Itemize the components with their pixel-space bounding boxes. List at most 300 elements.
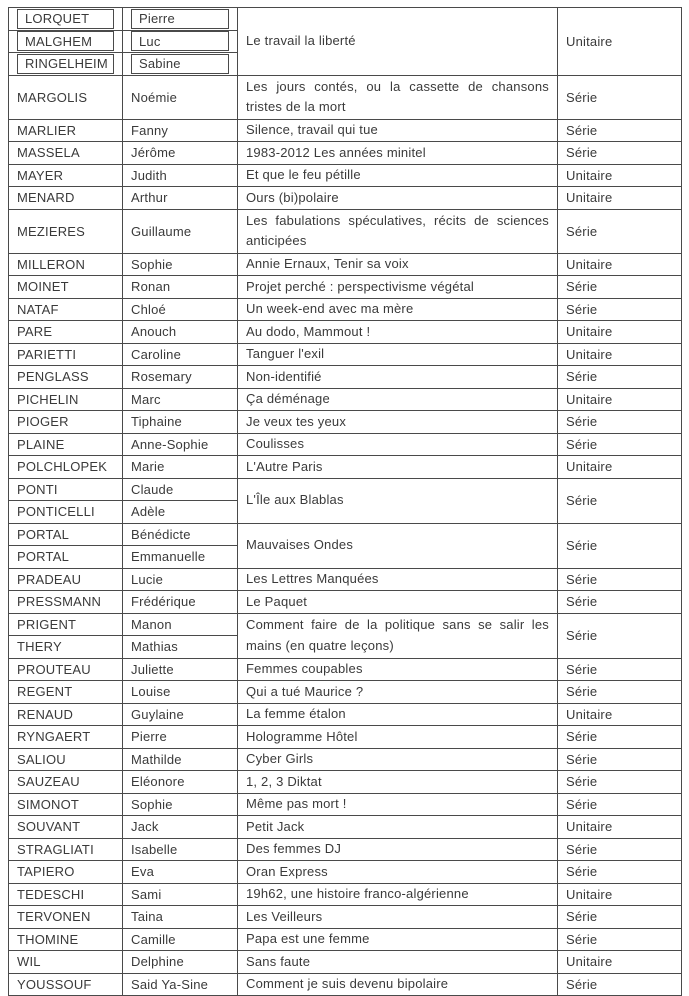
- program-title-text: Annie Ernaux, Tenir sa voix: [246, 256, 409, 272]
- last-name-cell: [9, 838, 123, 861]
- first-name-cell: [123, 793, 238, 816]
- table-row: [9, 523, 682, 546]
- last-name-cell: [9, 658, 123, 681]
- last-name-cell: [9, 501, 123, 524]
- first-name-text: Sami: [131, 886, 162, 902]
- first-name-cell: [123, 591, 238, 614]
- first-name-text: Marie: [131, 459, 165, 475]
- first-name-text: Taina: [131, 909, 164, 925]
- program-title-text: Et que le feu pétille: [246, 167, 361, 183]
- first-name-cell: [123, 883, 238, 906]
- last-name-cell: [9, 591, 123, 614]
- program-title-text: Je veux tes yeux: [246, 413, 347, 429]
- table-row: [9, 321, 682, 344]
- program-title-text: Oran Express: [246, 863, 328, 879]
- first-name-text: Eléonore: [131, 774, 185, 790]
- program-type-text: Série: [566, 571, 598, 587]
- program-type-cell: [558, 8, 682, 76]
- last-name-text: PENGLASS: [17, 369, 89, 385]
- first-name-cell: [123, 433, 238, 456]
- last-name-cell: [9, 209, 123, 253]
- table-row: [9, 928, 682, 951]
- first-name-cell: [123, 568, 238, 591]
- last-name-text: PARE: [17, 324, 53, 340]
- first-name-cell: [123, 298, 238, 321]
- program-title-text: Non-identifié: [246, 368, 322, 384]
- program-type-text: Série: [566, 493, 598, 508]
- program-type-text: Unitaire: [566, 706, 613, 722]
- table-row: [9, 793, 682, 816]
- program-title-cell: [238, 861, 558, 884]
- program-title-cell: [238, 433, 558, 456]
- last-name-cell: [9, 793, 123, 816]
- last-name-cell: [9, 75, 123, 119]
- program-type-text: Série: [566, 729, 598, 745]
- table-row: [9, 298, 682, 321]
- first-name-cell: [123, 658, 238, 681]
- first-name-cell: [123, 53, 238, 76]
- program-type-text: Série: [566, 976, 598, 992]
- table-row: [9, 343, 682, 366]
- program-type-cell: [558, 298, 682, 321]
- program-type-cell: [558, 613, 682, 658]
- last-name-text: POLCHLOPEK: [17, 459, 108, 475]
- program-title-text: Femmes coupables: [246, 661, 363, 677]
- program-title-cell: [238, 8, 558, 76]
- last-name-cell: [9, 861, 123, 884]
- program-type-text: Série: [566, 751, 598, 767]
- first-name-text: Sophie: [131, 796, 173, 812]
- last-name-cell: [9, 53, 123, 76]
- program-title-cell: [238, 726, 558, 749]
- program-type-text: Série: [566, 301, 598, 317]
- last-name-text: TAPIERO: [17, 864, 75, 880]
- program-title-text: 1983-2012 Les années minitel: [246, 144, 426, 160]
- program-type-cell: [558, 411, 682, 434]
- first-name-text: Delphine: [131, 954, 184, 970]
- program-title-text: Des femmes DJ: [246, 841, 342, 857]
- program-type-cell: [558, 591, 682, 614]
- program-title-cell: [238, 793, 558, 816]
- first-name-text: Louise: [131, 684, 171, 700]
- last-name-cell: [9, 928, 123, 951]
- last-name-text: TEDESCHI: [17, 886, 85, 902]
- last-name-cell: [9, 119, 123, 142]
- last-name-text: PROUTEAU: [17, 661, 91, 677]
- last-name-text: RINGELHEIM: [17, 54, 114, 74]
- program-title-text: Au dodo, Mammout !: [246, 323, 371, 339]
- program-title-cell: [238, 771, 558, 794]
- program-type-cell: [558, 75, 682, 119]
- last-name-cell: [9, 253, 123, 276]
- program-type-text: Unitaire: [566, 346, 613, 362]
- program-title-cell: [238, 366, 558, 389]
- program-title-text: 1, 2, 3 Diktat: [246, 773, 322, 789]
- last-name-text: MILLERON: [17, 256, 86, 272]
- first-name-text: Sophie: [131, 256, 173, 272]
- program-type-text: Série: [566, 628, 598, 643]
- program-title-text: Qui a tué Maurice ?: [246, 683, 364, 699]
- first-name-cell: [123, 456, 238, 479]
- program-type-cell: [558, 951, 682, 974]
- last-name-cell: [9, 726, 123, 749]
- last-name-text: TERVONEN: [17, 909, 91, 925]
- program-type-cell: [558, 928, 682, 951]
- first-name-text: Anne-Sophie: [131, 436, 209, 452]
- last-name-text: SALIOU: [17, 751, 66, 767]
- program-type-cell: [558, 276, 682, 299]
- first-name-cell: [123, 164, 238, 187]
- last-name-cell: [9, 343, 123, 366]
- last-name-text: MAYER: [17, 167, 64, 183]
- table-row: [9, 748, 682, 771]
- last-name-cell: [9, 187, 123, 210]
- program-type-text: Unitaire: [566, 190, 613, 206]
- program-title-cell: [238, 478, 558, 523]
- last-name-text: PONTI: [17, 481, 58, 497]
- program-title-cell: [238, 658, 558, 681]
- last-name-cell: [9, 164, 123, 187]
- last-name-cell: [9, 8, 123, 31]
- last-name-cell: [9, 142, 123, 165]
- table-row: [9, 568, 682, 591]
- first-name-cell: [123, 366, 238, 389]
- first-name-text: Frédérique: [131, 594, 196, 610]
- first-name-text: Arthur: [131, 190, 168, 206]
- first-name-cell: [123, 771, 238, 794]
- program-type-cell: [558, 681, 682, 704]
- program-type-text: Série: [566, 436, 598, 452]
- program-title-cell: [238, 928, 558, 951]
- last-name-cell: [9, 321, 123, 344]
- last-name-text: MARLIER: [17, 122, 77, 138]
- program-title-text: 19h62, une histoire franco-algérienne: [246, 886, 469, 902]
- last-name-text: LORQUET: [17, 9, 114, 29]
- first-name-text: Bénédicte: [131, 526, 191, 542]
- last-name-text: MALGHEM: [17, 31, 114, 51]
- first-name-text: Manon: [131, 616, 172, 632]
- last-name-text: MARGOLIS: [17, 89, 88, 105]
- last-name-text: PARIETTI: [17, 346, 77, 362]
- last-name-text: SIMONOT: [17, 796, 80, 812]
- program-type-cell: [558, 838, 682, 861]
- table-row: [9, 433, 682, 456]
- program-type-text: Série: [566, 414, 598, 430]
- first-name-cell: [123, 411, 238, 434]
- program-title-text: Petit Jack: [246, 818, 305, 834]
- program-title-text: Tanguer l'exil: [246, 346, 325, 362]
- program-type-text: Série: [566, 909, 598, 925]
- program-title-cell: [238, 613, 558, 658]
- last-name-text: PRESSMANN: [17, 594, 102, 610]
- last-name-cell: [9, 636, 123, 659]
- first-name-cell: [123, 816, 238, 839]
- first-name-text: Luc: [131, 31, 229, 51]
- last-name-text: SAUZEAU: [17, 774, 80, 790]
- table-row: [9, 613, 682, 636]
- table-row: [9, 658, 682, 681]
- table-row: [9, 411, 682, 434]
- program-title-cell: [238, 343, 558, 366]
- program-title-cell: [238, 838, 558, 861]
- program-title-cell: [238, 748, 558, 771]
- last-name-cell: [9, 748, 123, 771]
- last-name-text: NATAF: [17, 301, 59, 317]
- program-title-text: Mauvaises Ondes: [246, 537, 354, 553]
- last-name-text: MASSELA: [17, 145, 80, 161]
- last-name-text: MOINET: [17, 279, 69, 295]
- table-row: [9, 456, 682, 479]
- first-name-text: Pierre: [131, 9, 229, 29]
- first-name-cell: [123, 951, 238, 974]
- table-row: [9, 209, 682, 253]
- first-name-cell: [123, 546, 238, 569]
- table-row: [9, 838, 682, 861]
- first-name-text: Chloé: [131, 301, 166, 317]
- program-title-text: Coulisses: [246, 436, 305, 452]
- program-title-cell: [238, 253, 558, 276]
- last-name-cell: [9, 298, 123, 321]
- first-name-text: Noémie: [131, 89, 177, 105]
- first-name-text: Said Ya-Sine: [131, 976, 209, 992]
- table-row: [9, 771, 682, 794]
- table-row: [9, 478, 682, 501]
- first-name-cell: [123, 906, 238, 929]
- program-title-cell: [238, 119, 558, 142]
- first-name-text: Juliette: [131, 661, 174, 677]
- program-type-text: Série: [566, 931, 598, 947]
- first-name-cell: [123, 253, 238, 276]
- table-row: [9, 681, 682, 704]
- table-row: [9, 75, 682, 119]
- last-name-cell: [9, 703, 123, 726]
- program-type-text: Unitaire: [566, 256, 613, 272]
- program-type-text: Unitaire: [566, 391, 613, 407]
- program-type-text: Unitaire: [566, 954, 613, 970]
- last-name-text: PLAINE: [17, 436, 65, 452]
- program-title-text: Le Paquet: [246, 593, 308, 609]
- first-name-text: Guillaume: [131, 223, 192, 239]
- program-title-cell: [238, 523, 558, 568]
- program-title-cell: [238, 951, 558, 974]
- first-name-cell: [123, 187, 238, 210]
- first-name-cell: [123, 388, 238, 411]
- program-type-cell: [558, 816, 682, 839]
- first-name-text: Camille: [131, 931, 176, 947]
- program-title-cell: [238, 388, 558, 411]
- last-name-text: PIOGER: [17, 414, 69, 430]
- last-name-cell: [9, 681, 123, 704]
- last-name-text: PORTAL: [17, 549, 70, 565]
- program-title-text: Même pas mort !: [246, 796, 347, 812]
- program-title-cell: [238, 298, 558, 321]
- program-title-text: Projet perché : perspectivisme végétal: [246, 278, 474, 294]
- first-name-cell: [123, 748, 238, 771]
- program-title-cell: [238, 568, 558, 591]
- program-title-cell: [238, 276, 558, 299]
- program-title-cell: [238, 209, 558, 253]
- first-name-cell: [123, 343, 238, 366]
- first-name-text: Claude: [131, 481, 174, 497]
- program-title-cell: [238, 75, 558, 119]
- table-row: [9, 973, 682, 996]
- program-type-text: Série: [566, 145, 598, 161]
- program-title-cell: [238, 973, 558, 996]
- first-name-text: Mathilde: [131, 751, 182, 767]
- program-title-text: Silence, travail qui tue: [246, 122, 378, 138]
- last-name-cell: [9, 613, 123, 636]
- program-title-text: Ça déménage: [246, 391, 330, 407]
- table-row: [9, 703, 682, 726]
- first-name-cell: [123, 142, 238, 165]
- program-type-text: Série: [566, 594, 598, 610]
- last-name-text: THOMINE: [17, 931, 79, 947]
- last-name-cell: [9, 906, 123, 929]
- table-row: [9, 142, 682, 165]
- last-name-text: STRAGLIATI: [17, 841, 94, 857]
- first-name-cell: [123, 321, 238, 344]
- program-type-cell: [558, 973, 682, 996]
- table-row: [9, 883, 682, 906]
- program-type-text: Unitaire: [566, 459, 613, 475]
- first-name-text: Isabelle: [131, 841, 178, 857]
- program-title-cell: [238, 703, 558, 726]
- table-row: [9, 119, 682, 142]
- table-row: [9, 8, 682, 31]
- program-title-cell: [238, 816, 558, 839]
- program-type-text: Unitaire: [566, 886, 613, 902]
- first-name-cell: [123, 523, 238, 546]
- last-name-text: PORTAL: [17, 526, 70, 542]
- program-type-cell: [558, 726, 682, 749]
- program-type-text: Série: [566, 841, 598, 857]
- first-name-text: Marc: [131, 391, 161, 407]
- first-name-cell: [123, 30, 238, 53]
- table-row: [9, 366, 682, 389]
- last-name-cell: [9, 816, 123, 839]
- program-type-cell: [558, 119, 682, 142]
- last-name-cell: [9, 433, 123, 456]
- first-name-text: Mathias: [131, 639, 178, 655]
- first-name-text: Jérôme: [131, 145, 176, 161]
- program-type-cell: [558, 366, 682, 389]
- first-name-text: Sabine: [131, 54, 229, 74]
- program-type-cell: [558, 748, 682, 771]
- last-name-text: MEZIERES: [17, 223, 86, 239]
- program-title-cell: [238, 883, 558, 906]
- program-type-text: Série: [566, 864, 598, 880]
- program-type-text: Série: [566, 223, 598, 239]
- program-type-text: Série: [566, 661, 598, 677]
- first-name-text: Anouch: [131, 324, 177, 340]
- program-title-text: Ours (bi)polaire: [246, 189, 339, 205]
- program-type-cell: [558, 883, 682, 906]
- table-row: [9, 164, 682, 187]
- first-name-cell: [123, 726, 238, 749]
- program-title-text: Sans faute: [246, 953, 311, 969]
- program-type-text: Série: [566, 122, 598, 138]
- table-row: [9, 187, 682, 210]
- program-type-cell: [558, 703, 682, 726]
- program-type-cell: [558, 861, 682, 884]
- last-name-text: PRADEAU: [17, 571, 82, 587]
- program-type-text: Série: [566, 279, 598, 295]
- program-type-cell: [558, 771, 682, 794]
- program-title-cell: [238, 906, 558, 929]
- program-title-text: Les fabulations spéculatives, récits de sciences anticipées: [246, 212, 549, 248]
- program-type-text: Série: [566, 796, 598, 812]
- program-type-text: Unitaire: [566, 324, 613, 340]
- first-name-text: Rosemary: [131, 369, 192, 385]
- program-title-text: L'Autre Paris: [246, 458, 323, 474]
- program-title-cell: [238, 591, 558, 614]
- program-type-cell: [558, 793, 682, 816]
- last-name-cell: [9, 478, 123, 501]
- first-name-text: Fanny: [131, 122, 169, 138]
- first-name-cell: [123, 861, 238, 884]
- program-title-cell: [238, 187, 558, 210]
- first-name-cell: [123, 613, 238, 636]
- program-type-cell: [558, 343, 682, 366]
- first-name-cell: [123, 681, 238, 704]
- programs-table: [8, 7, 682, 996]
- program-type-cell: [558, 209, 682, 253]
- program-title-cell: [238, 164, 558, 187]
- last-name-text: RENAUD: [17, 706, 74, 722]
- program-title-cell: [238, 142, 558, 165]
- last-name-cell: [9, 276, 123, 299]
- program-title-text: Papa est une femme: [246, 931, 370, 947]
- table-row: [9, 861, 682, 884]
- first-name-cell: [123, 973, 238, 996]
- program-title-text: Les Lettres Manquées: [246, 571, 379, 587]
- last-name-text: MENARD: [17, 190, 75, 206]
- program-type-cell: [558, 142, 682, 165]
- program-type-cell: [558, 568, 682, 591]
- first-name-text: Adèle: [131, 504, 166, 520]
- first-name-cell: [123, 501, 238, 524]
- program-type-cell: [558, 187, 682, 210]
- table-row: [9, 816, 682, 839]
- first-name-cell: [123, 119, 238, 142]
- first-name-cell: [123, 75, 238, 119]
- program-type-text: Unitaire: [566, 33, 613, 49]
- program-title-cell: [238, 456, 558, 479]
- program-title-cell: [238, 411, 558, 434]
- last-name-text: PONTICELLI: [17, 504, 95, 520]
- program-type-text: Série: [566, 684, 598, 700]
- first-name-cell: [123, 276, 238, 299]
- program-title-text: Comment faire de la politique sans se salir les mains (en quatre leçons): [246, 617, 549, 653]
- program-type-cell: [558, 164, 682, 187]
- last-name-cell: [9, 568, 123, 591]
- program-title-cell: [238, 321, 558, 344]
- program-type-text: Unitaire: [566, 167, 613, 183]
- table-row: [9, 388, 682, 411]
- program-type-cell: [558, 253, 682, 276]
- last-name-text: THERY: [17, 639, 62, 655]
- first-name-text: Lucie: [131, 571, 164, 587]
- first-name-cell: [123, 703, 238, 726]
- first-name-cell: [123, 8, 238, 31]
- last-name-cell: [9, 456, 123, 479]
- first-name-cell: [123, 636, 238, 659]
- first-name-text: Pierre: [131, 729, 167, 745]
- first-name-text: Judith: [131, 167, 167, 183]
- last-name-cell: [9, 411, 123, 434]
- program-type-cell: [558, 478, 682, 523]
- last-name-cell: [9, 973, 123, 996]
